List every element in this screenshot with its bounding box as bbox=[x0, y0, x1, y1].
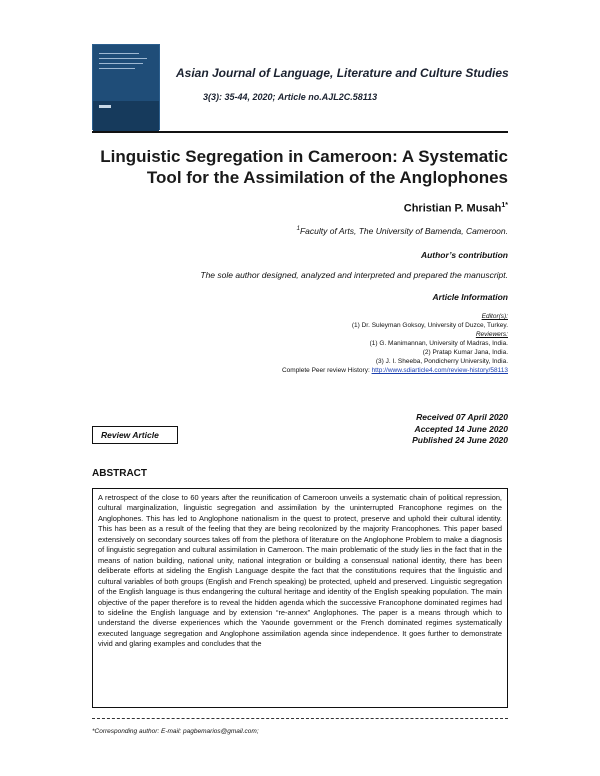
corresponding-author-footnote: *Corresponding author: E-mail: pagbemarios@gmail.com; bbox=[92, 728, 259, 735]
journal-name: Asian Journal of Language, Literature and Culture Studies bbox=[176, 66, 509, 80]
published-date: Published 24 June 2020 bbox=[412, 435, 508, 445]
review-history-link[interactable]: http://www.sdiarticle4.com/review-history/58113 bbox=[371, 367, 508, 374]
received-date: Received 07 April 2020 bbox=[416, 412, 508, 422]
footnote-divider bbox=[92, 718, 508, 719]
volume-line: 3(3): 35-44, 2020; Article no.AJL2C.58113 bbox=[203, 92, 378, 102]
publication-dates bbox=[412, 412, 508, 447]
author-name bbox=[404, 202, 508, 215]
reviewer-item: (2) Pratap Kumar Jana, India. bbox=[422, 349, 508, 356]
editor-item: (1) Dr. Suleyman Goksoy, University of Duzce, Turkey. bbox=[351, 322, 508, 329]
article-title: Linguistic Segregation in Cameroon: A Systematic Tool for the Assimilation of the Anglophones bbox=[100, 147, 508, 187]
editors-label: Editor(s): bbox=[481, 313, 508, 320]
reviewer-item: (3) J. I. Sheeba, Pondicherry University, India. bbox=[375, 358, 508, 365]
author-superscript: 1* bbox=[501, 202, 508, 209]
header-divider bbox=[92, 131, 508, 133]
article-info-heading: Article Information bbox=[432, 292, 508, 302]
affiliation-superscript: 1 bbox=[296, 226, 300, 233]
accepted-date: Accepted 14 June 2020 bbox=[414, 423, 508, 434]
affiliation-text: Faculty of Arts, The University of Bamenda, Cameroon. bbox=[299, 226, 508, 236]
article-info-block bbox=[208, 312, 508, 375]
reviewers-label: Reviewers: bbox=[475, 331, 508, 338]
contribution-heading: Author’s contribution bbox=[420, 250, 508, 260]
journal-cover-thumbnail bbox=[92, 44, 160, 130]
abstract-heading: ABSTRACT bbox=[92, 468, 147, 479]
history-label: Complete Peer review History: bbox=[281, 367, 370, 374]
author-name-text: Christian P. Musah bbox=[403, 202, 502, 215]
author-affiliation bbox=[297, 226, 508, 236]
peer-review-history bbox=[208, 366, 508, 375]
abstract-text: A retrospect of the close to 60 years after the reunification of Cameroon unveils a systematic chain of political repression, cultural marginalization, linguistic segregation and assimilation by the uninterrupted Francophone regimes on the Anglophones. This has led to Anglophone nationalism in the quest to protect, preserve and uphold their cultural identity. This has been as a result of the feeling that they are being recolonized by the majority Francophones. This paper based extensively on secondary sources takes off from the plethora of literature on the Anglophone Problem to make a diagnosis of linguistic segregation and cultural assimilation in Cameroon. The main problematic of the study lies in the fact that in the means of nation building, national unity, national integration or building a consensual national identity, there has been deliberate efforts at sideling the English Language despite the fact that the constitutions requires that the linguistic and cultural variables of both groups (English and French speaking) be protected, upheld and preserved. Linguistic segregation of the English language is thus endangering the cultural heritage and identity of the English speaking population. The main objective of the paper therefore is to reveal the hidden agenda which the successive Francophone dominated regimes had to sideline the English language and by extension “re-annex” Anglophones. The paper is a means through which to understand the diverse experiences which the Yaounde government or the French dominated regimes systematically executed language segregation and Anglophone assimilation agenda since independence. It goes further to demonstrate vivid and glaring examples and concludes that the bbox=[98, 493, 502, 649]
article-type-badge: Review Article bbox=[92, 426, 178, 444]
abstract-box bbox=[92, 488, 508, 708]
contribution-text: The sole author designed, analyzed and interpreted and prepared the manuscript. bbox=[200, 270, 508, 280]
reviewer-item: (1) G. Manimannan, University of Madras, India. bbox=[369, 340, 508, 347]
